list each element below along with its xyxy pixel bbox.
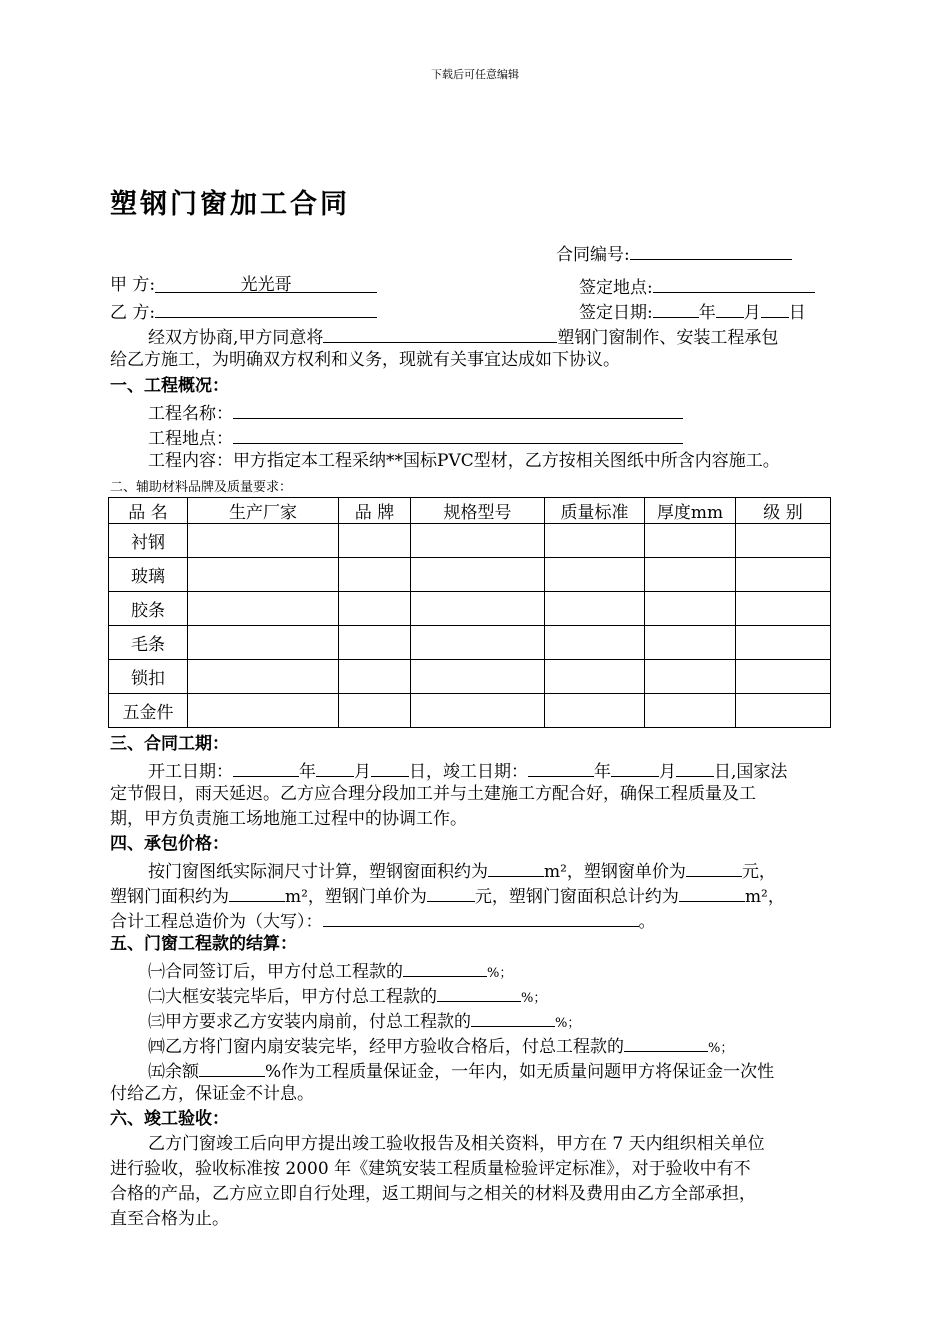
payment-item-5 bbox=[148, 1057, 774, 1084]
table-cell[interactable] bbox=[339, 592, 411, 626]
table-cell[interactable] bbox=[736, 558, 831, 592]
payment-item-text: ㈣乙方将门窗内扇安装完毕，经甲方验收合格后，付总工程款的 bbox=[148, 1037, 624, 1057]
table-cell[interactable] bbox=[645, 524, 736, 558]
payment-item-text: ㈡大框安装完毕后，甲方付总工程款的 bbox=[148, 987, 437, 1007]
material-name: 衬钢 bbox=[109, 524, 188, 558]
col-header: 品 牌 bbox=[339, 498, 411, 524]
sign-date-label: 签定日期: bbox=[579, 303, 653, 323]
sign-place-blank bbox=[653, 273, 815, 293]
section-6-heading: 六、竣工验收： bbox=[110, 1109, 229, 1129]
table-cell[interactable] bbox=[411, 694, 545, 728]
payment-item-text: %作为工程质量保证金，一年内，如无质量问题甲方将保证金一次性 bbox=[265, 1062, 775, 1082]
sign-month-label: 月 bbox=[743, 303, 761, 323]
table-cell[interactable] bbox=[188, 694, 339, 728]
price-line-2 bbox=[110, 882, 785, 909]
section-1-heading: 一、工程概况： bbox=[110, 376, 229, 396]
party-a-label: 甲 方: bbox=[110, 275, 156, 295]
payment-item-5-cont: 付给乙方，保证金不计息。 bbox=[110, 1084, 314, 1104]
end-date-label: 日，竣工日期： bbox=[409, 762, 528, 782]
intro-line-1 bbox=[148, 323, 778, 350]
col-header: 品 名 bbox=[109, 498, 188, 524]
sign-date-line bbox=[579, 298, 806, 325]
price-text-c: 元， bbox=[741, 862, 776, 882]
table-cell[interactable] bbox=[188, 524, 339, 558]
table-cell[interactable] bbox=[339, 524, 411, 558]
period-line-3: 期，甲方负责施工场地施工过程中的协调工作。 bbox=[110, 809, 467, 829]
section-2-heading: 二、辅助材料品牌及质量要求： bbox=[110, 480, 293, 495]
document-title: 塑钢门窗加工合同 bbox=[110, 189, 350, 220]
sign-day-blank bbox=[761, 298, 789, 318]
col-header: 生产厂家 bbox=[188, 498, 339, 524]
end-day-blank bbox=[676, 757, 714, 777]
percent-suffix: %； bbox=[487, 966, 513, 981]
contract-number-line bbox=[556, 240, 792, 267]
table-cell[interactable] bbox=[645, 660, 736, 694]
total-price-blank bbox=[323, 907, 639, 927]
window-area-blank bbox=[488, 857, 544, 877]
table-row bbox=[109, 660, 831, 694]
table-cell[interactable] bbox=[545, 660, 645, 694]
party-b-line bbox=[110, 298, 377, 325]
price-text-g: m²， bbox=[744, 887, 785, 907]
party-b-blank bbox=[155, 298, 377, 318]
sign-month-blank bbox=[716, 298, 744, 318]
table-cell[interactable] bbox=[736, 660, 831, 694]
acceptance-line-3: 合格的产品，乙方应立即自行处理，返工期间与之相关的材料及费用由乙方全部承担， bbox=[110, 1184, 756, 1204]
project-name-blank bbox=[323, 323, 557, 343]
start-day-blank bbox=[371, 757, 409, 777]
end-year-label: 年 bbox=[594, 762, 611, 782]
material-name: 五金件 bbox=[109, 694, 188, 728]
door-price-blank bbox=[427, 882, 475, 902]
period-line-1-end: 日,国家法 bbox=[714, 762, 788, 782]
material-name: 玻璃 bbox=[109, 558, 188, 592]
table-cell[interactable] bbox=[736, 524, 831, 558]
project-place-field bbox=[233, 424, 683, 444]
table-cell[interactable] bbox=[545, 592, 645, 626]
sign-place-label: 签定地点: bbox=[579, 278, 653, 298]
intro-line-2: 给乙方施工，为明确双方权利和义务，现就有关事宜达成如下协议。 bbox=[110, 350, 620, 370]
col-header: 厚度mm bbox=[645, 498, 736, 524]
table-cell[interactable] bbox=[736, 592, 831, 626]
table-cell[interactable] bbox=[645, 592, 736, 626]
contract-number-blank bbox=[630, 240, 792, 260]
materials-table bbox=[108, 497, 831, 728]
intro-text-b: 塑钢门窗制作、安装工程承包 bbox=[557, 328, 779, 348]
price-text-d: 塑钢门面积约为 bbox=[110, 887, 229, 907]
project-name-line bbox=[148, 399, 683, 426]
party-a-line bbox=[110, 273, 377, 297]
table-row bbox=[109, 524, 831, 558]
table-cell[interactable] bbox=[411, 592, 545, 626]
intro-text-a: 经双方协商,甲方同意将 bbox=[148, 328, 324, 348]
table-row bbox=[109, 626, 831, 660]
col-header: 质量标准 bbox=[545, 498, 645, 524]
price-line-1 bbox=[148, 857, 776, 884]
payment-percent-blank bbox=[471, 1007, 555, 1027]
start-month-blank bbox=[316, 757, 354, 777]
percent-suffix: %； bbox=[521, 991, 547, 1006]
end-month-blank bbox=[611, 757, 659, 777]
price-text-a: 按门窗图纸实际洞尺寸计算，塑钢窗面积约为 bbox=[148, 862, 488, 882]
sign-year-label: 年 bbox=[698, 303, 716, 323]
table-cell[interactable] bbox=[188, 592, 339, 626]
price-text-f: 元，塑钢门窗面积总计约为 bbox=[474, 887, 679, 907]
table-cell[interactable] bbox=[411, 660, 545, 694]
payment-percent-blank bbox=[403, 957, 487, 977]
price-text-e: m²，塑钢门单价为 bbox=[285, 887, 427, 907]
table-cell[interactable] bbox=[545, 558, 645, 592]
door-area-blank bbox=[229, 882, 285, 902]
period-line-1 bbox=[148, 757, 787, 784]
project-place-label: 工程地点： bbox=[148, 429, 233, 449]
payment-item-text: ㈢甲方要求乙方安装内扇前，付总工程款的 bbox=[148, 1012, 471, 1032]
payment-item-text: ㈠合同签订后，甲方付总工程款的 bbox=[148, 962, 403, 982]
party-a-value: 光光哥 bbox=[155, 273, 377, 293]
col-header: 级 别 bbox=[736, 498, 831, 524]
acceptance-line-2: 进行验收，验收标准按 2000 年《建筑安装工程质量检验评定标准》，对于验收中有不 bbox=[110, 1159, 751, 1179]
table-cell[interactable] bbox=[188, 558, 339, 592]
table-cell[interactable] bbox=[645, 626, 736, 660]
price-text-b: m²，塑钢窗单价为 bbox=[544, 862, 686, 882]
sign-place-line bbox=[579, 273, 815, 300]
start-year-label: 年 bbox=[299, 762, 316, 782]
table-cell[interactable] bbox=[645, 558, 736, 592]
table-row bbox=[109, 694, 831, 728]
material-name: 锁扣 bbox=[109, 660, 188, 694]
table-cell[interactable] bbox=[545, 626, 645, 660]
contract-number-label: 合同编号: bbox=[556, 245, 630, 265]
table-cell[interactable] bbox=[736, 694, 831, 728]
table-cell[interactable] bbox=[736, 626, 831, 660]
table-header-row bbox=[109, 498, 831, 524]
total-price-label: 合计工程总造价为（大写）： bbox=[110, 912, 323, 932]
party-b-label: 乙 方: bbox=[110, 303, 156, 323]
table-cell[interactable] bbox=[645, 694, 736, 728]
acceptance-line-4: 直至合格为止。 bbox=[110, 1209, 229, 1229]
table-cell[interactable] bbox=[545, 694, 645, 728]
section-4-heading: 四、承包价格： bbox=[110, 834, 229, 854]
percent-suffix: %； bbox=[708, 1041, 734, 1056]
col-header: 规格型号 bbox=[411, 498, 545, 524]
project-name-label: 工程名称： bbox=[148, 404, 233, 424]
table-cell[interactable] bbox=[339, 626, 411, 660]
sign-year-blank bbox=[653, 298, 699, 318]
total-area-blank bbox=[679, 882, 745, 902]
project-name-field bbox=[233, 399, 683, 419]
page-header-note: 下载后可任意编辑 bbox=[431, 68, 519, 81]
start-month-label: 月 bbox=[354, 762, 371, 782]
material-name: 毛条 bbox=[109, 626, 188, 660]
payment-item-text: ㈤余额 bbox=[148, 1062, 199, 1082]
window-price-blank bbox=[686, 857, 742, 877]
end-year-blank bbox=[528, 757, 594, 777]
table-cell[interactable] bbox=[339, 660, 411, 694]
table-cell[interactable] bbox=[188, 660, 339, 694]
section-5-heading: 五、门窗工程款的结算： bbox=[110, 934, 297, 954]
price-line-3 bbox=[110, 907, 656, 934]
start-year-blank bbox=[233, 757, 299, 777]
payment-percent-blank bbox=[624, 1032, 708, 1052]
payment-percent-blank bbox=[437, 982, 521, 1002]
table-cell[interactable] bbox=[411, 524, 545, 558]
period-line-2: 定节假日，雨天延迟。乙方应合理分段加工并与土建施工方配合好，确保工程质量及工 bbox=[110, 784, 756, 804]
table-cell[interactable] bbox=[411, 626, 545, 660]
table-cell[interactable] bbox=[411, 558, 545, 592]
material-name: 胶条 bbox=[109, 592, 188, 626]
end-month-label: 月 bbox=[659, 762, 676, 782]
project-place-line bbox=[148, 424, 683, 451]
percent-suffix: %； bbox=[555, 1016, 581, 1031]
table-row bbox=[109, 558, 831, 592]
table-cell[interactable] bbox=[188, 626, 339, 660]
sign-day-label: 日 bbox=[788, 303, 806, 323]
retention-percent-blank bbox=[199, 1057, 265, 1077]
section-3-heading: 三、合同工期： bbox=[110, 734, 229, 754]
table-cell[interactable] bbox=[545, 524, 645, 558]
table-cell[interactable] bbox=[339, 694, 411, 728]
project-content-line: 工程内容：甲方指定本工程采纳**国标PVC型材，乙方按相关图纸中所含内容施工。 bbox=[148, 451, 780, 471]
start-date-label: 开工日期： bbox=[148, 762, 233, 782]
table-cell[interactable] bbox=[339, 558, 411, 592]
acceptance-line-1: 乙方门窗竣工后向甲方提出竣工验收报告及相关资料，甲方在 7 天内组织相关单位 bbox=[148, 1134, 765, 1154]
table-row bbox=[109, 592, 831, 626]
total-price-end: 。 bbox=[638, 912, 656, 932]
